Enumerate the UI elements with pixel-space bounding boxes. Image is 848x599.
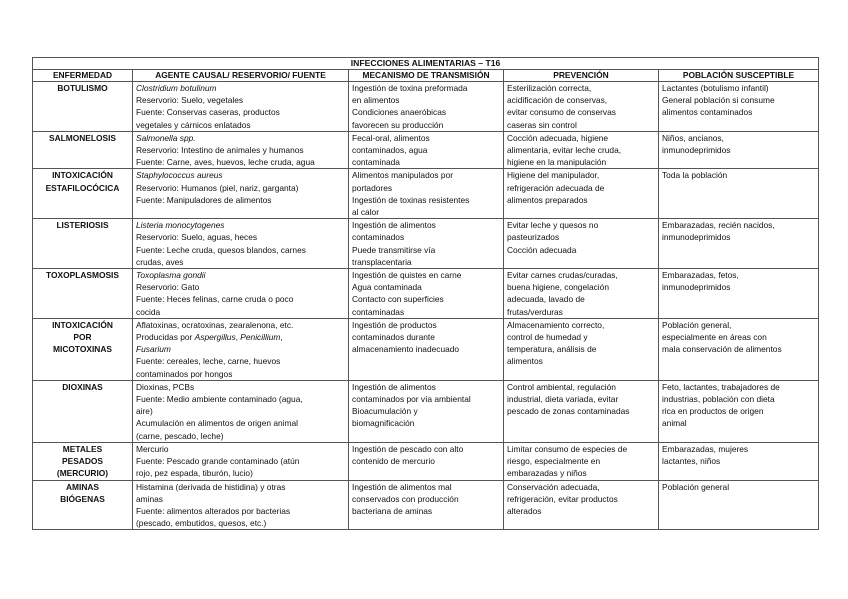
population-cell [659, 269, 819, 319]
header-enfermedad: ENFERMEDAD [33, 70, 133, 82]
agent-line: crudas, aves [136, 256, 184, 267]
table-row [33, 169, 819, 219]
table-row [33, 131, 819, 169]
prevention-line: Esterilización correcta, [507, 83, 592, 93]
mechanism-line: biomagnificación [352, 418, 415, 429]
agent-line: Mercurio [136, 443, 169, 454]
table-row [33, 269, 819, 319]
agent-line: Salmonella spp. [136, 132, 196, 143]
agent-line: Fusarium [136, 344, 171, 355]
agent-line: Staphylococcus aureus [136, 170, 223, 181]
mechanism-cell [349, 82, 504, 132]
prevention-line: Almacenamiento correcto, [507, 319, 605, 330]
agent-line: Aflatoxinas, ocratoxinas, zearalenona, etc. [136, 319, 294, 330]
infections-table [32, 57, 819, 530]
prevention-line: Evitar carnes crudas/curadas, [507, 270, 618, 281]
prevention-line: alterados [507, 505, 542, 516]
agent-line: Histamina (derivada de histidina) y otras [136, 481, 286, 492]
table-row [33, 380, 819, 442]
agent-line: aminas [136, 493, 163, 504]
prevention-line: embarazadas y niños [507, 468, 587, 479]
mechanism-line: al calor [352, 207, 379, 218]
disease-line: TOXOPLASMOSIS [46, 270, 119, 281]
mechanism-line: en alimentos [352, 95, 400, 106]
population-line: Toda la población [662, 170, 728, 181]
mechanism-line: contaminada [352, 157, 400, 168]
mechanism-line: contaminados [352, 232, 405, 243]
prevention-line: riesgo, especialmente en [507, 456, 601, 467]
disease-line: INTOXICACIÓN [52, 170, 113, 181]
table-title: INFECCIONES ALIMENTARIAS – T16 [33, 58, 819, 70]
agent-line: (pescado, embutidos, quesos, etc.) [136, 518, 267, 529]
mechanism-line: Ingestión de alimentos mal [352, 481, 452, 492]
mechanism-line: contaminados por vía ambiental [352, 394, 471, 405]
disease-line: LISTERIOSIS [56, 220, 109, 231]
disease-cell [33, 380, 133, 442]
disease-line: BOTULISMO [57, 83, 108, 93]
population-line: inmunodeprimidos [662, 145, 731, 156]
mechanism-line: conservados con producción [352, 493, 459, 504]
agent-line: Fuente: Carne, aves, huevos, leche cruda, agua [136, 157, 315, 168]
agent-cell [133, 131, 349, 169]
population-line: inmunodeprimidos [662, 282, 731, 293]
population-cell [659, 318, 819, 380]
population-line: inmunodeprimidos [662, 232, 731, 243]
prevention-line: Cocción adecuada, higiene [507, 132, 609, 143]
population-line: industrias, población con dieta [662, 394, 775, 405]
population-line: especialmente en áreas con [662, 332, 767, 343]
prevention-line: refrigeración adecuada de [507, 182, 605, 193]
agent-cell [133, 219, 349, 269]
mechanism-line: almacenamiento inadecuado [352, 344, 460, 355]
population-line: animal [662, 418, 687, 429]
agent-line: Fuente: cereales, leche, carne, huevos [136, 356, 281, 367]
population-line: Feto, lactantes, trabajadores de [662, 381, 780, 392]
prevention-cell [504, 380, 659, 442]
disease-line: DIOXINAS [62, 381, 103, 392]
population-cell [659, 131, 819, 169]
prevention-line: control de humedad y [507, 332, 588, 343]
table-body [33, 82, 819, 530]
population-cell [659, 82, 819, 132]
agent-line: Listeria monocytogenes [136, 220, 225, 231]
disease-cell [33, 318, 133, 380]
prevention-line: temperatura, análisis de [507, 344, 597, 355]
population-cell [659, 442, 819, 480]
mechanism-cell [349, 318, 504, 380]
agent-cell [133, 480, 349, 530]
header-prevencion: PREVENCIÓN [504, 70, 659, 82]
population-line: lactantes, niños [662, 456, 721, 467]
population-cell [659, 380, 819, 442]
disease-cell [33, 82, 133, 132]
mechanism-line: Puede transmitirse vía [352, 244, 436, 255]
mechanism-cell [349, 219, 504, 269]
mechanism-line: Alimentos manipulados por [352, 170, 454, 181]
disease-line: INTOXICACIÓN [52, 319, 113, 330]
mechanism-line: Condiciones anaeróbicas [352, 107, 447, 118]
mechanism-line: Ingestión de toxina preformada [352, 83, 468, 93]
prevention-cell [504, 269, 659, 319]
mechanism-cell [349, 480, 504, 530]
disease-line: (MERCURIO) [56, 468, 109, 479]
agent-line: Clostridium botulinum [136, 83, 217, 93]
mechanism-cell [349, 380, 504, 442]
population-line: Embarazadas, fetos, [662, 270, 739, 281]
disease-cell [33, 442, 133, 480]
mechanism-line: transplacentaria [352, 256, 412, 267]
prevention-line: buena higiene, congelación [507, 282, 609, 293]
population-line: alimentos contaminados [662, 107, 753, 118]
prevention-line: Conservación adecuada, [507, 481, 600, 492]
agent-line: Reservorio: Gato [136, 282, 200, 293]
mechanism-line: Fecal-oral, alimentos [352, 132, 430, 143]
population-line: Lactantes (botulismo infantil) [662, 83, 769, 93]
mechanism-line: contaminados durante [352, 332, 435, 343]
agent-line: Fuente: Leche cruda, quesos blandos, carnes [136, 244, 306, 255]
agent-line: cocida [136, 306, 161, 317]
agent-line: Fuente: Heces felinas, carne cruda o poco [136, 294, 294, 305]
disease-line: AMINAS [65, 481, 100, 492]
disease-line: SALMONELOSIS [48, 132, 116, 143]
agent-line: aire) [136, 406, 153, 417]
disease-line: ESTAFILOCÓCICA [45, 182, 120, 193]
disease-cell [33, 131, 133, 169]
prevention-line: refrigeración, evitar productos [507, 493, 618, 504]
prevention-line: alimentaria, evitar leche cruda, [507, 145, 622, 156]
agent-line: Fuente: alimentos alterados por bacterias [136, 505, 291, 516]
prevention-cell [504, 219, 659, 269]
prevention-cell [504, 169, 659, 219]
prevention-line: Higiene del manipulador, [507, 170, 600, 181]
population-line: Población general, [662, 319, 732, 330]
agent-cell [133, 82, 349, 132]
population-line: Embarazadas, mujeres [662, 443, 749, 454]
prevention-line: industrial, dieta variada, evitar [507, 394, 619, 405]
mechanism-line: Ingestión de quistes en carne [352, 270, 462, 281]
population-cell [659, 169, 819, 219]
population-line: Población general [662, 481, 730, 492]
agent-cell [133, 380, 349, 442]
prevention-cell [504, 480, 659, 530]
mechanism-cell [349, 169, 504, 219]
agent-cell [133, 169, 349, 219]
prevention-line: evitar consumo de conservas [507, 107, 616, 118]
mechanism-line: Agua contaminada [352, 282, 422, 293]
mechanism-line: favorecen su producción [352, 119, 444, 130]
disease-cell [33, 219, 133, 269]
prevention-line: acidificación de conservas, [507, 95, 608, 106]
mechanism-cell [349, 269, 504, 319]
prevention-line: adecuada, lavado de [507, 294, 585, 305]
prevention-cell [504, 131, 659, 169]
population-line: rica en productos de origen [662, 406, 764, 417]
population-cell [659, 480, 819, 530]
prevention-line: higiene en la manipulación [507, 157, 607, 168]
population-line: Niños, ancianos, [662, 132, 724, 143]
table-row [33, 480, 819, 530]
prevention-line: alimentos [507, 356, 543, 367]
agent-line: Toxoplasma gondii [136, 270, 206, 281]
prevention-line: frutas/verduras [507, 306, 563, 317]
agent-line: Acumulación en alimentos de origen animal [136, 418, 299, 429]
agent-line: Dioxinas, PCBs [136, 381, 195, 392]
prevention-line: pasteurizados [507, 232, 560, 243]
prevention-line: alimentos preparados [507, 194, 588, 205]
prevention-line: Control ambiental, regulación [507, 381, 616, 392]
agent-cell [133, 442, 349, 480]
agent-line: Fuente: Conservas caseras, productos [136, 107, 280, 118]
mechanism-line: Contacto con superficies [352, 294, 444, 305]
prevention-cell [504, 442, 659, 480]
agent-line: Reservorio: Suelo, vegetales [136, 95, 244, 106]
agent-line: Reservorio: Intestino de animales y humanos [136, 145, 304, 156]
agent-line: Reservorio: Suelo, aguas, heces [136, 232, 258, 243]
document-page [32, 57, 818, 530]
population-line: mala conservación de alimentos [662, 344, 782, 355]
agent-line: Fuente: Manipuladores de alimentos [136, 194, 272, 205]
table-row [33, 82, 819, 132]
population-line: General población si consume [662, 95, 775, 106]
agent-cell [133, 269, 349, 319]
agent-cell [133, 318, 349, 380]
table-row [33, 442, 819, 480]
table-row [33, 318, 819, 380]
agent-line: rojo, pez espada, tiburón, lucio) [136, 468, 253, 479]
agent-line: vegetales y cárnicos enlatados [136, 119, 251, 130]
mechanism-line: Ingestión de alimentos [352, 381, 436, 392]
population-line: Embarazadas, recién nacidos, [662, 220, 775, 231]
mechanism-line: bacteriana de aminas [352, 505, 433, 516]
mechanism-line: Ingestión de pescado con alto [352, 443, 464, 454]
prevention-line: Evitar leche y quesos no [507, 220, 599, 231]
table-row [33, 219, 819, 269]
disease-cell [33, 269, 133, 319]
prevention-line: caseras sin control [507, 119, 577, 130]
prevention-cell [504, 318, 659, 380]
header-poblacion: POBLACIÓN SUSCEPTIBLE [659, 70, 819, 82]
prevention-cell [504, 82, 659, 132]
disease-line: MICOTOXINAS [53, 344, 112, 355]
prevention-line: Cocción adecuada [507, 244, 577, 255]
mechanism-line: contaminados, agua [352, 145, 428, 156]
disease-cell [33, 480, 133, 530]
mechanism-cell [349, 442, 504, 480]
disease-cell [33, 169, 133, 219]
header-agente: AGENTE CAUSAL/ RESERVORIO/ FUENTE [133, 70, 349, 82]
prevention-line: Limitar consumo de especies de [507, 443, 628, 454]
agent-line: Producidas por Aspergillus, Penicillium, [136, 332, 283, 343]
population-cell [659, 219, 819, 269]
disease-line: PESADOS [62, 456, 103, 467]
header-mecanismo: MECANISMO DE TRANSMISIÓN [349, 70, 504, 82]
agent-line: Reservorio: Humanos (piel, nariz, garganta) [136, 182, 299, 193]
mechanism-line: contaminadas [352, 306, 405, 317]
disease-line: POR [73, 332, 92, 343]
mechanism-line: Ingestión de productos [352, 319, 437, 330]
mechanism-line: Ingestión de toxinas resistentes [352, 194, 470, 205]
disease-line: METALES [62, 443, 103, 454]
mechanism-line: contenido de mercurio [352, 456, 435, 467]
agent-line: (carne, pescado, leche) [136, 430, 224, 441]
mechanism-line: portadores [352, 182, 393, 193]
mechanism-cell [349, 131, 504, 169]
agent-line: Fuente: Pescado grande contaminado (atún [136, 456, 300, 467]
agent-line: Fuente: Medio ambiente contaminado (agua, [136, 394, 303, 405]
mechanism-line: Bioacumulación y [352, 406, 418, 417]
mechanism-line: Ingestión de alimentos [352, 220, 436, 231]
agent-line: contaminados por hongos [136, 368, 233, 379]
prevention-line: pescado de zonas contaminadas [507, 406, 630, 417]
disease-line: BIÓGENAS [60, 493, 105, 504]
